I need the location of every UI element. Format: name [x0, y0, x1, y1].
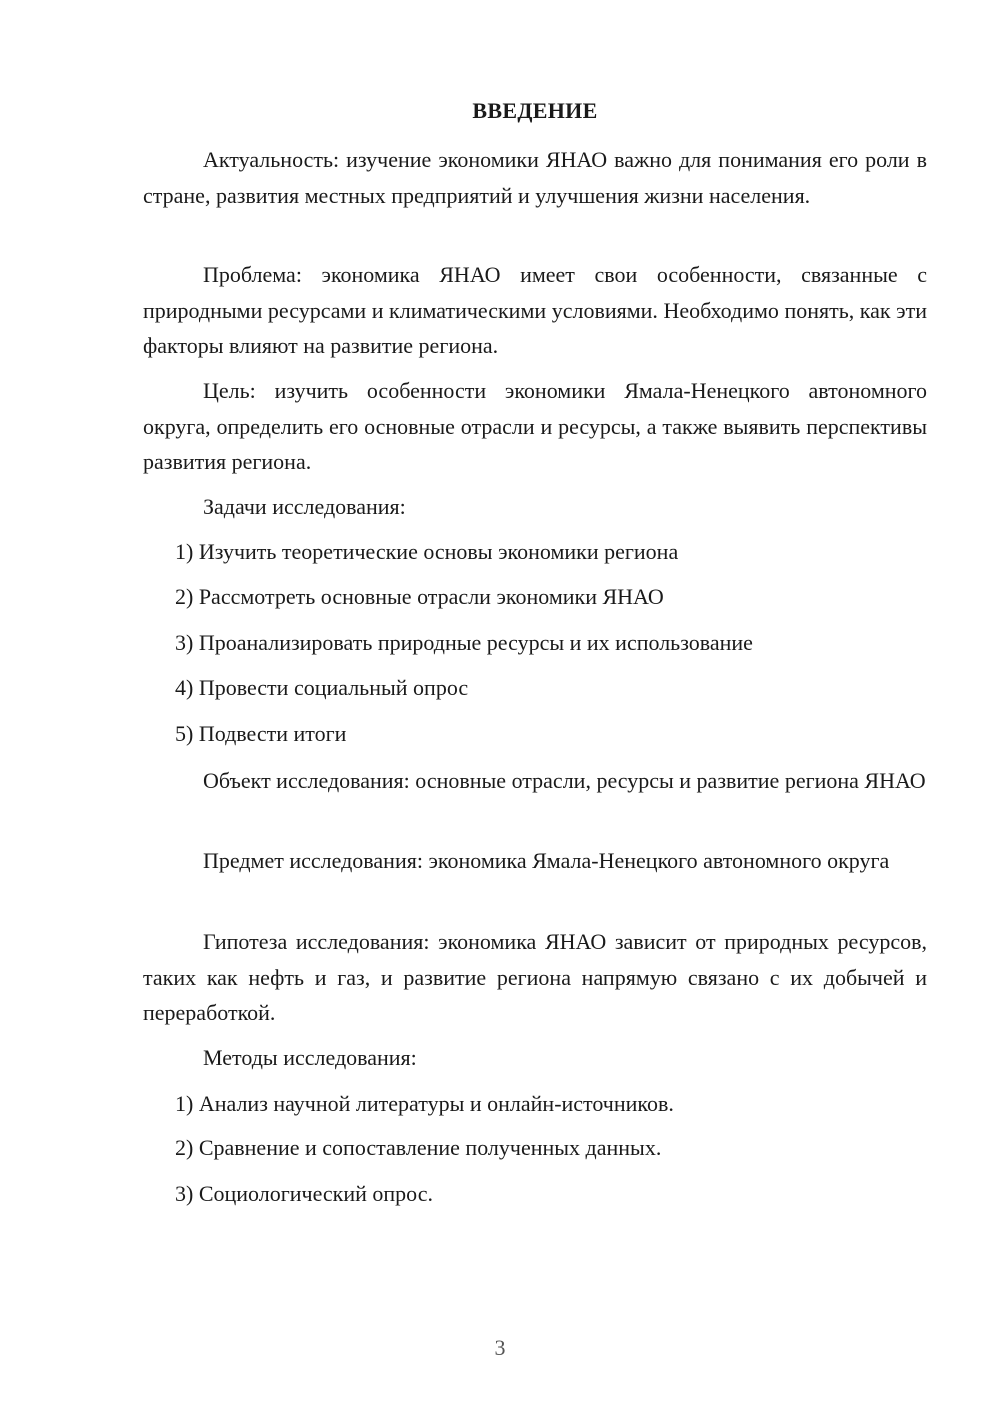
problem-paragraph: Проблема: экономика ЯНАО имеет свои особенности, связанные с природными ресурсами и климатическими условиями. Необходимо понять, как эти факторы влияют на развитие региона.: [143, 262, 927, 358]
relevance-paragraph: Актуальность: изучение экономики ЯНАО важно для понимания его роли в стране, развития местных предприятий и улучшения жизни населения.: [143, 147, 927, 208]
subject-paragraph: Предмет исследования: экономика Ямала-Ненецкого автономного округа: [203, 848, 890, 873]
task-item-1: 1) Изучить теоретические основы экономики региона: [175, 539, 679, 564]
document-page: [143, 0, 927, 1414]
methods-heading: Методы исследования:: [203, 1045, 417, 1070]
goal-paragraph: Цель: изучить особенности экономики Ямала-Ненецкого автономного округа, определить его основные отрасли и ресурсы, а также выявить перспективы развития региона.: [143, 378, 927, 474]
task-item-2: 2) Рассмотреть основные отрасли экономики ЯНАО: [175, 584, 664, 609]
object-paragraph: Объект исследования: основные отрасли, ресурсы и развитие региона ЯНАО: [203, 768, 926, 793]
task-item-5: 5) Подвести итоги: [175, 721, 347, 746]
method-item-3: 3) Социологический опрос.: [175, 1181, 433, 1206]
tasks-heading: Задачи исследования:: [203, 494, 406, 519]
task-item-4: 4) Провести социальный опрос: [175, 675, 469, 700]
page-number: 3: [494, 1335, 506, 1360]
method-item-2: 2) Сравнение и сопоставление полученных данных.: [175, 1135, 662, 1160]
method-item-1: 1) Анализ научной литературы и онлайн-источников.: [175, 1091, 674, 1116]
task-item-3: 3) Проанализировать природные ресурсы и их использование: [175, 630, 753, 655]
section-title: ВВЕДЕНИЕ: [472, 98, 598, 123]
hypothesis-paragraph: Гипотеза исследования: экономика ЯНАО зависит от природных ресурсов, таких как нефть и газ, и развитие региона напрямую связано с их добычей и переработкой.: [143, 929, 927, 1025]
